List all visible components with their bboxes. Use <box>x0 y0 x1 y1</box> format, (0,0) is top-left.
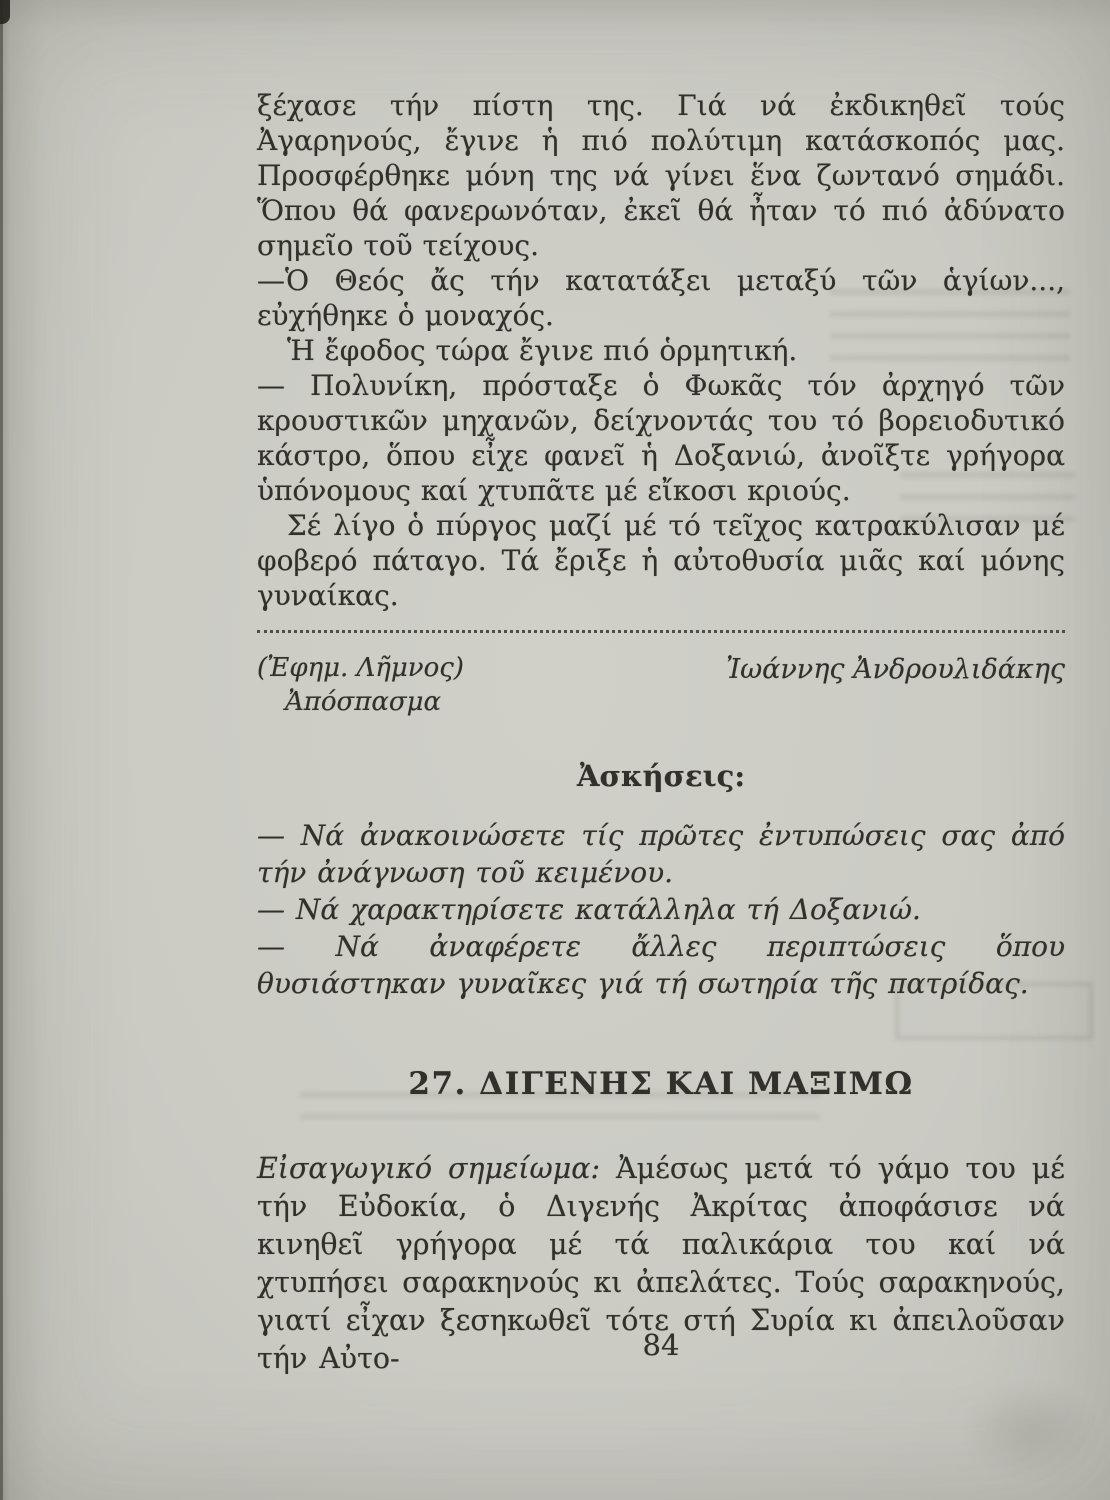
body-paragraph: ξέχασε τήν πίστη της. Γιά νά ἐκδικηθεῖ τούς Ἀγαρηνούς, ἔγινε ἡ πιό πολύτιμη κατάσκοπός μας. Προσφέρθηκε μόνη της νά γίνει ἕνα ζωντανό σημάδι. Ὅπου θά φανερωνόταν, ἐκεῖ θά ἦταν τό πιό ἀδύνατο σημεῖο τοῦ τείχους. <box>257 89 1065 262</box>
body-paragraph-dialogue: — Πολυνίκη, πρόσταξε ὁ Φωκᾶς τόν ἀρχηγό τῶν κρουστικῶν μηχανῶν, δείχνοντάς του τό βορειοδυτικό κάστρο, ὅπου εἶχε φανεῖ ἡ Δοξανιώ, ἀνοῖξτε γρήγορα ὑπόνομους καί χτυπᾶτε μέ εἴκοσι κριούς. <box>257 369 1065 507</box>
scan-edge-shadow <box>0 0 3 1500</box>
exercises-heading: Ἀσκήσεις: <box>576 759 746 793</box>
chapter-intro-text: Ἀμέσως μετά τό γάμο του μέ τήν Εὐδοκία, ὁ Διγενής Ἀκρίτας ἀποφάσισε νά κινηθεῖ γρήγορα μέ τά παλικάρια του καί νά χτυπήσει σαρακηνούς κι ἀπελάτες. Τούς σαρακηνούς, γιατί εἶχαν ξεσηκωθεῖ τότε στή Συρία κι ἀπειλοῦσαν τήν Αὐτο- <box>257 1152 1066 1375</box>
attribution-author: Ἰωάννης Ἀνδρουλιδάκης <box>726 654 1065 685</box>
chapter-heading: 27. ΔΙΓΕΝΗΣ ΚΑΙ ΜΑΞΙΜΩ <box>408 1066 914 1102</box>
text-block <box>257 88 1065 1378</box>
scan-smudge <box>960 1380 1100 1480</box>
attribution-source-name: (Ἐφημ. Λῆμνος) <box>257 653 464 683</box>
body-paragraph-dialogue: —Ὁ Θεός ἄς τήν κατατάξει μεταξύ τῶν ἁγίων..., εὐχήθηκε ὁ μοναχός. <box>257 264 1065 332</box>
body-paragraph: Ἡ ἔφοδος τώρα ἔγινε πιό ὁρμητική. <box>287 334 798 367</box>
attribution-source <box>257 651 464 719</box>
page-number: 84 <box>642 1328 680 1362</box>
attribution-source-detail: Ἀπόσπασμα <box>285 687 442 717</box>
exercise-item: — Νά χαρακτηρίσετε κατάλληλα τή Δοξανιώ. <box>257 893 921 926</box>
dotted-separator <box>257 625 1065 633</box>
body-paragraph: Σέ λίγο ὁ πύργος μαζί μέ τό τεῖχος κατρακύλισαν μέ φοβερό πάταγο. Τά ἔριξε ἡ αὐτοθυσία μιᾶς καί μόνης γυναίκας. <box>257 509 1065 612</box>
exercise-item: — Νά ἀναφέρετε ἄλλες περιπτώσεις ὅπου θυσιάστηκαν γυναῖκες γιά τή σωτηρία τῆς πατρίδας. <box>257 930 1065 1000</box>
exercise-item: — Νά ἀνακοινώσετε τίς πρῶτες ἐντυπώσεις σας ἀπό τήν ἀνάγνωση τοῦ κειμένου. <box>257 819 1065 889</box>
attribution-block <box>257 651 1065 719</box>
chapter-intro-label: Εἰσαγωγικό σημείωμα: <box>257 1152 601 1185</box>
